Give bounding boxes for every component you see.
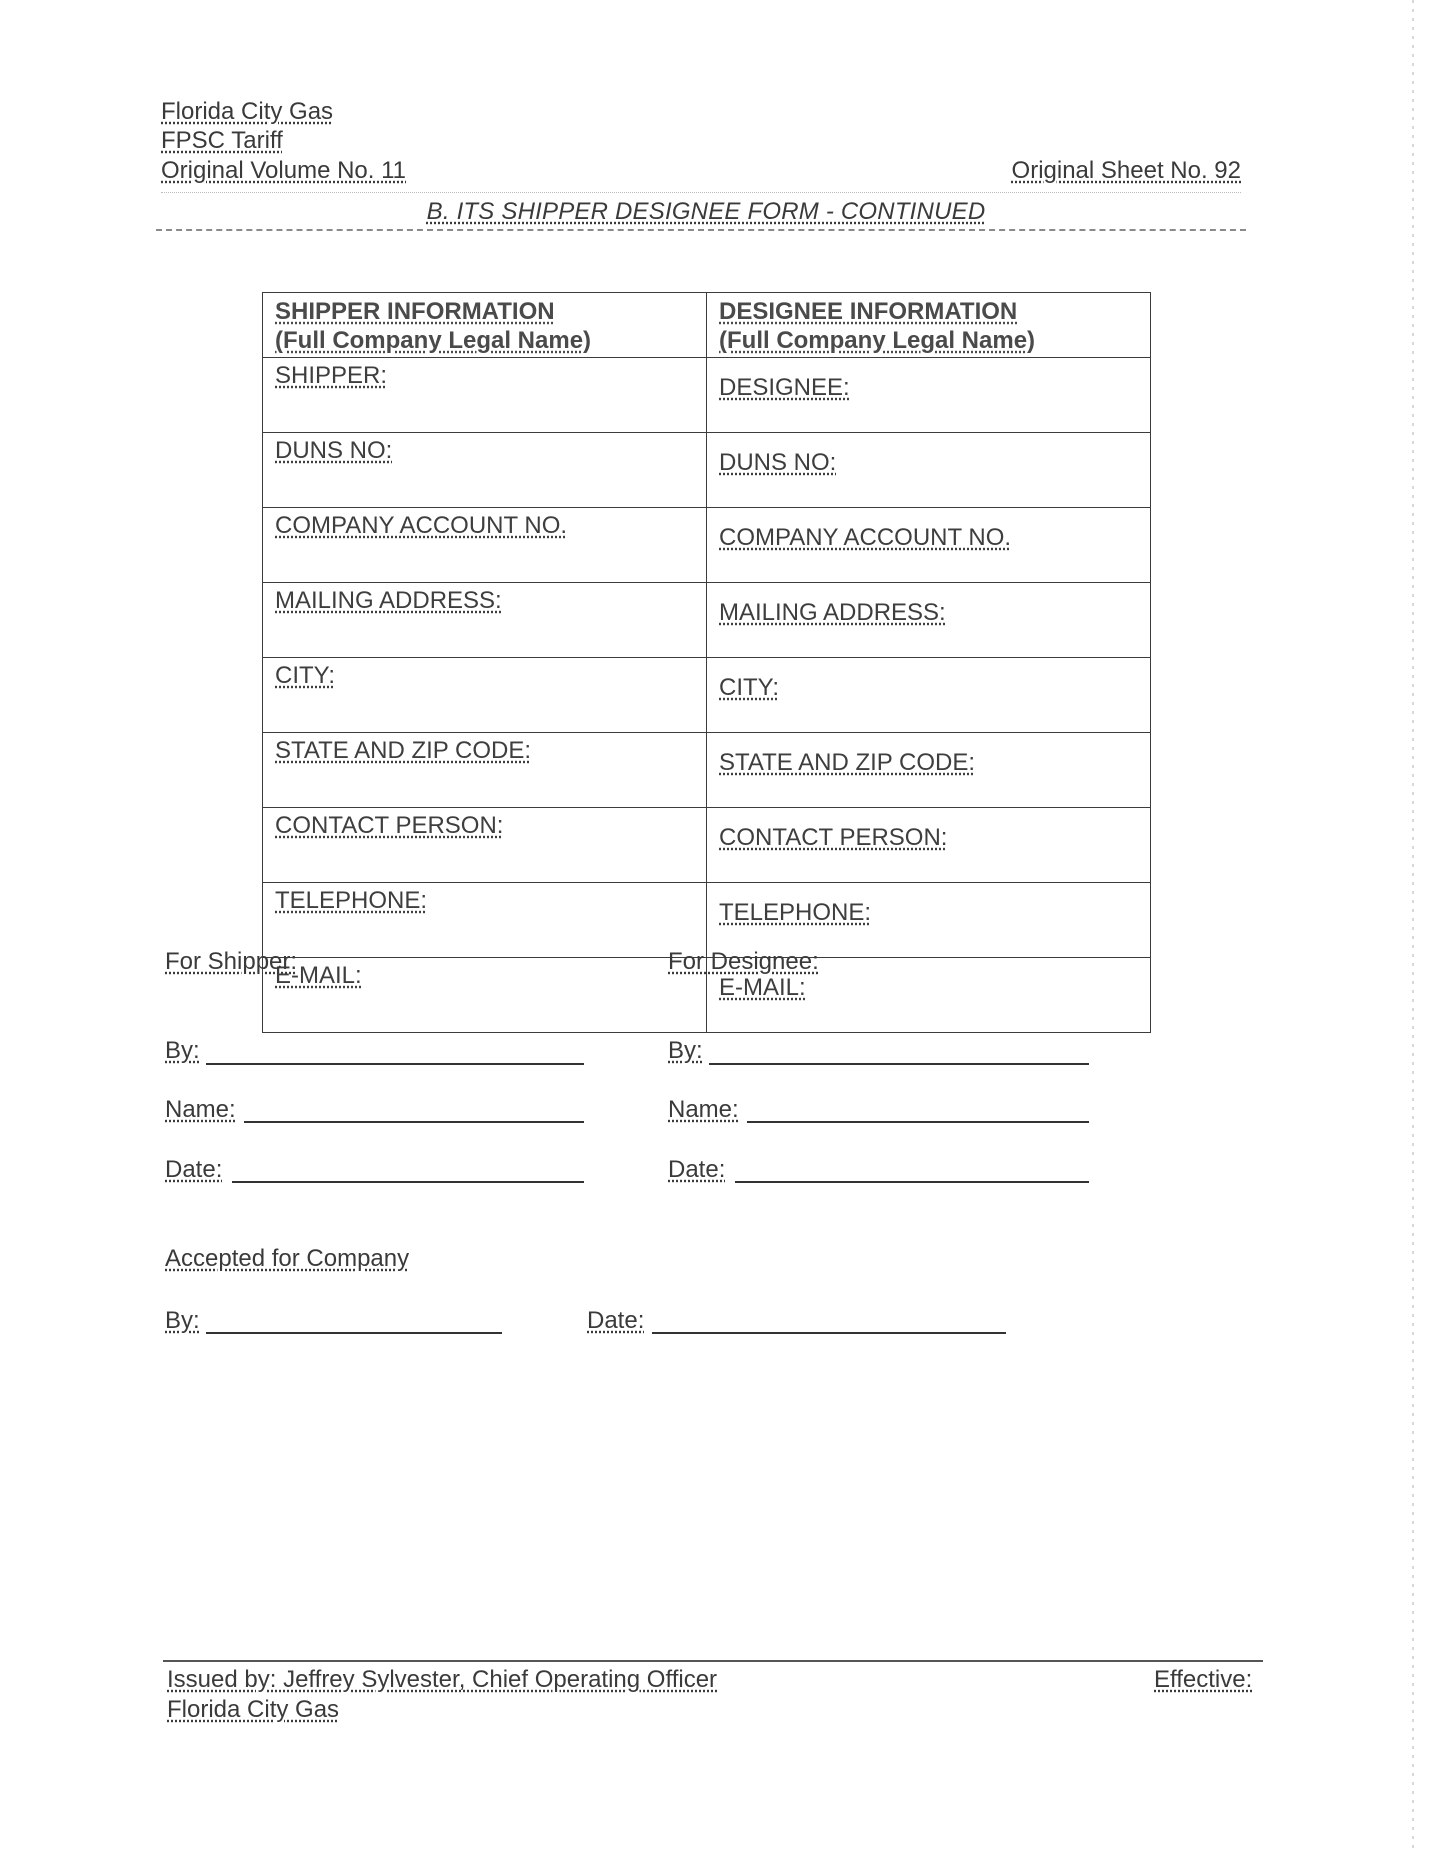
- shipper-subheading-text: (Full Company Legal Name): [275, 327, 592, 354]
- table-header-row: [263, 293, 1151, 358]
- designee-date-line[interactable]: [735, 1181, 1089, 1183]
- shipper-name-field[interactable]: [263, 358, 707, 433]
- field-label: COMPANY ACCOUNT NO.: [275, 512, 568, 539]
- for-shipper-label: For Shipper:: [165, 948, 298, 975]
- field-label: CONTACT PERSON:: [275, 812, 504, 839]
- effective-label: Effective:: [1154, 1666, 1253, 1693]
- table-row: [263, 658, 1151, 733]
- table-row: [263, 508, 1151, 583]
- designee-telephone-field[interactable]: [707, 883, 1151, 958]
- table-row: [263, 733, 1151, 808]
- designee-info-heading: [707, 293, 1151, 358]
- field-label: DESIGNEE:: [719, 374, 850, 401]
- designee-date-label: Date:: [668, 1156, 726, 1183]
- for-designee-label: For Designee:: [668, 948, 819, 975]
- designee-name-line[interactable]: [747, 1121, 1089, 1123]
- field-label: CITY:: [719, 674, 780, 701]
- header-divider: [156, 229, 1246, 231]
- accepted-date-line[interactable]: [652, 1332, 1006, 1334]
- table-row: [263, 808, 1151, 883]
- field-label: E-MAIL:: [275, 962, 362, 989]
- field-label: E-MAIL:: [719, 974, 806, 1001]
- header-company: Florida City Gas: [161, 98, 334, 125]
- table-row: [263, 883, 1151, 958]
- field-label: SHIPPER:: [275, 362, 388, 389]
- shipper-contact-field[interactable]: [263, 808, 707, 883]
- field-label: TELEPHONE:: [275, 887, 428, 914]
- designee-by-label: By:: [668, 1037, 703, 1064]
- shipper-name-label: Name:: [165, 1096, 236, 1123]
- table-row: [263, 583, 1151, 658]
- shipper-duns-field[interactable]: [263, 433, 707, 508]
- shipper-heading-text: SHIPPER INFORMATION: [275, 298, 555, 325]
- shipper-state-zip-field[interactable]: [263, 733, 707, 808]
- shipper-name-line[interactable]: [244, 1121, 584, 1123]
- field-label: DUNS NO:: [719, 449, 837, 476]
- shipper-info-heading: [263, 293, 707, 358]
- table-row: [263, 358, 1151, 433]
- field-label: CITY:: [275, 662, 336, 689]
- field-label: MAILING ADDRESS:: [275, 587, 502, 614]
- header-divider-thin: [161, 192, 1241, 193]
- accepted-date-label: Date:: [587, 1307, 645, 1334]
- shipper-telephone-field[interactable]: [263, 883, 707, 958]
- designee-duns-field[interactable]: [707, 433, 1151, 508]
- header-tariff: FPSC Tariff: [161, 127, 283, 154]
- field-label: CONTACT PERSON:: [719, 824, 948, 851]
- designee-account-field[interactable]: [707, 508, 1151, 583]
- accepted-for-company-label: Accepted for Company: [165, 1245, 410, 1272]
- shipper-by-label: By:: [165, 1037, 200, 1064]
- shipper-email-field[interactable]: [263, 958, 707, 1033]
- designee-state-zip-field[interactable]: [707, 733, 1151, 808]
- designee-contact-field[interactable]: [707, 808, 1151, 883]
- designee-subheading-text: (Full Company Legal Name): [719, 327, 1036, 354]
- designee-by-line[interactable]: [709, 1063, 1089, 1065]
- field-label: MAILING ADDRESS:: [719, 599, 946, 626]
- designee-heading-text: DESIGNEE INFORMATION: [719, 298, 1018, 325]
- designee-name-label: Name:: [668, 1096, 739, 1123]
- accepted-by-label: By:: [165, 1307, 200, 1334]
- scan-edge-artifact: [1412, 0, 1414, 1852]
- designee-city-field[interactable]: [707, 658, 1151, 733]
- shipper-date-line[interactable]: [232, 1181, 584, 1183]
- field-label: TELEPHONE:: [719, 899, 872, 926]
- shipper-designee-table: [262, 292, 1151, 1033]
- field-label: DUNS NO:: [275, 437, 393, 464]
- designee-name-field[interactable]: [707, 358, 1151, 433]
- header-sheet-number: Original Sheet No. 92: [1011, 157, 1241, 184]
- footer-company: Florida City Gas: [167, 1696, 340, 1723]
- shipper-address-field[interactable]: [263, 583, 707, 658]
- field-label: STATE AND ZIP CODE:: [719, 749, 976, 776]
- shipper-city-field[interactable]: [263, 658, 707, 733]
- field-label: STATE AND ZIP CODE:: [275, 737, 532, 764]
- shipper-account-field[interactable]: [263, 508, 707, 583]
- shipper-by-line[interactable]: [206, 1063, 584, 1065]
- footer-divider: [163, 1660, 1263, 1662]
- field-label: COMPANY ACCOUNT NO.: [719, 524, 1012, 551]
- header-volume: Original Volume No. 11: [161, 157, 407, 184]
- issued-by-text: Issued by: Jeffrey Sylvester, Chief Operating Officer: [167, 1666, 718, 1693]
- shipper-date-label: Date:: [165, 1156, 223, 1183]
- designee-address-field[interactable]: [707, 583, 1151, 658]
- form-title: B. ITS SHIPPER DESIGNEE FORM - CONTINUED: [426, 198, 986, 225]
- accepted-by-line[interactable]: [206, 1332, 502, 1334]
- table-row: [263, 433, 1151, 508]
